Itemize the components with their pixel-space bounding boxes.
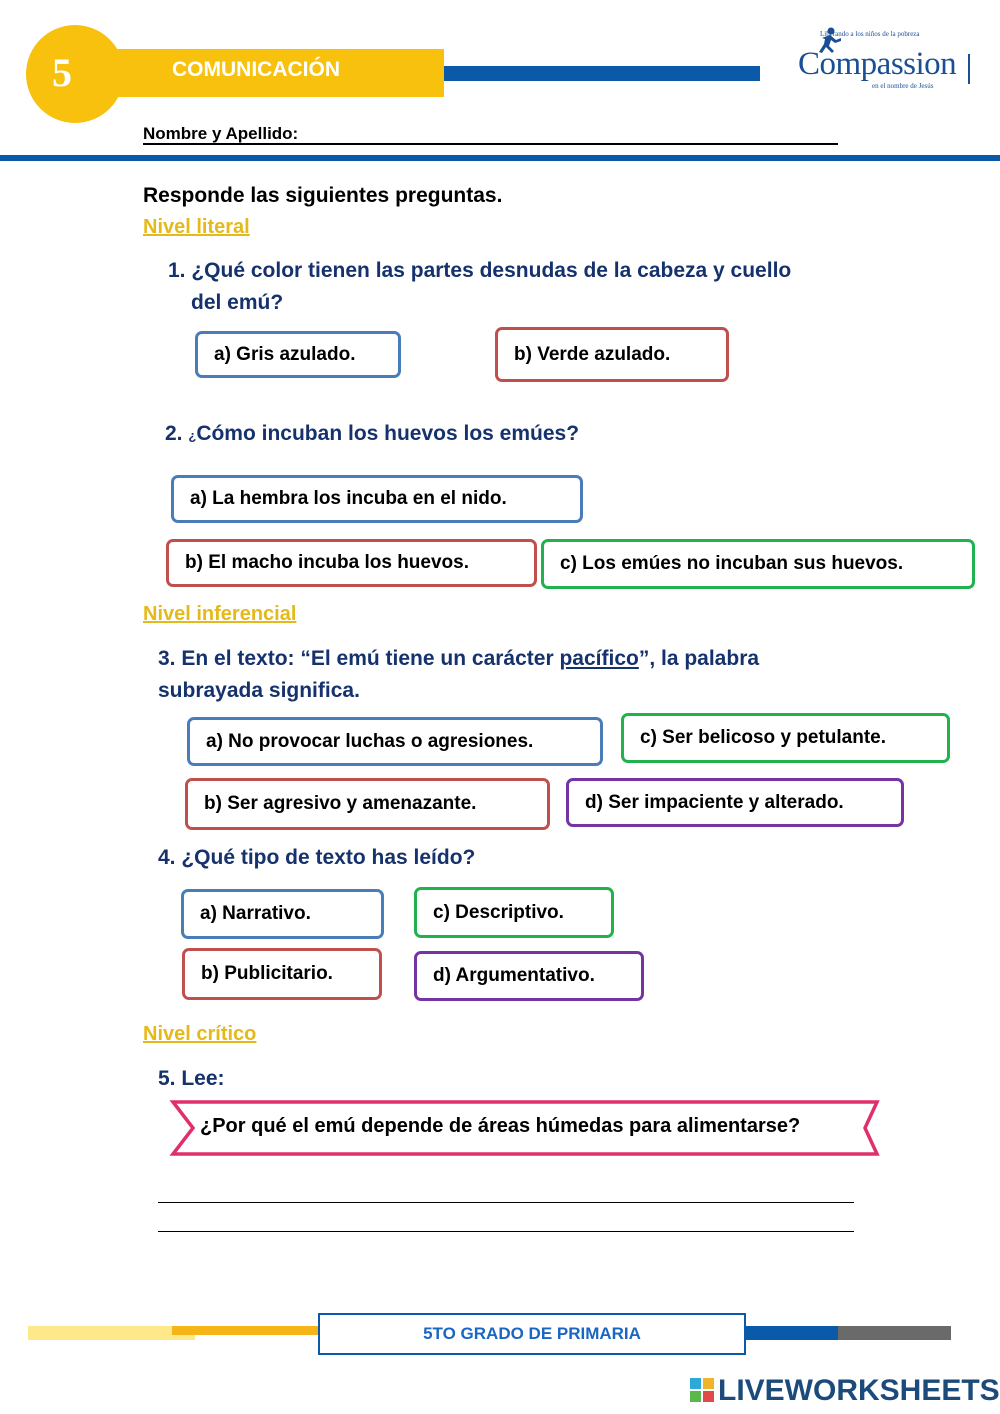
level-critico: Nivel crítico — [143, 1023, 257, 1045]
q3-option-c[interactable]: c) Ser belicoso y petulante. — [621, 713, 950, 763]
grade-number: 5 — [52, 50, 72, 95]
q3-option-b[interactable]: b) Ser agresivo y amenazante. — [185, 778, 550, 830]
q4-option-b[interactable]: b) Publicitario. — [182, 948, 382, 1000]
answer-line-1[interactable] — [158, 1202, 854, 1203]
q1-option-a[interactable]: a) Gris azulado. — [195, 331, 401, 378]
subject-band — [110, 49, 444, 97]
instructions: Responde las siguientes preguntas. — [143, 184, 503, 207]
footer-band-yellow — [172, 1326, 320, 1335]
question-3-text-before: 3. En el texto: “El emú tiene un carácter — [158, 647, 560, 670]
q2-option-a[interactable]: a) La hembra los incuba en el nido. — [171, 475, 583, 523]
question-5: 5. Lee: — [158, 1067, 225, 1090]
q2-option-c[interactable]: c) Los emúes no incuban sus huevos. — [541, 539, 975, 589]
liveworksheets-icon — [690, 1378, 714, 1402]
logo-tagline-bottom: en el nombre de Jesús — [872, 82, 934, 90]
q3-option-a[interactable]: a) No provocar luchas o agresiones. — [187, 717, 603, 766]
question-2-mark: ¿ — [188, 428, 197, 443]
question-3 — [158, 643, 858, 675]
logo-divider — [968, 54, 970, 84]
question-1-number: 1. — [168, 259, 186, 282]
question-2-number: 2. — [165, 422, 183, 445]
subject-title: COMUNICACIÓN — [172, 58, 340, 81]
header-divider — [0, 155, 1000, 161]
footer-grade-label: 5TO GRADO DE PRIMARIA — [318, 1313, 746, 1355]
name-label: Nombre y Apellido: — [143, 124, 299, 143]
q4-option-a[interactable]: a) Narrativo. — [181, 889, 384, 939]
q1-option-b[interactable]: b) Verde azulado. — [495, 327, 729, 382]
q3-option-d[interactable]: d) Ser impaciente y alterado. — [566, 778, 904, 827]
question-2-text: Cómo incuban los huevos los emúes? — [196, 422, 580, 445]
footer-band-gray — [838, 1326, 951, 1340]
question-4: 4. ¿Qué tipo de texto has leído? — [158, 846, 476, 869]
question-3-text-after: ”, la palabra — [638, 647, 760, 670]
level-literal: Nivel literal — [143, 216, 250, 238]
header-blue-band — [444, 66, 760, 81]
footer-band-blue — [745, 1326, 840, 1340]
question-2 — [165, 418, 579, 452]
logo-tagline-top: Liberando a los niños de la pobreza — [820, 30, 920, 38]
logo-wordmark: Compassion — [798, 46, 957, 82]
q2-option-b[interactable]: b) El macho incuba los huevos. — [166, 539, 537, 587]
question-banner-text: ¿Por qué el emú depende de áreas húmedas para alimentarse? — [200, 1115, 801, 1137]
liveworksheets-brand: LIVEWORKSHEETS — [718, 1374, 1000, 1407]
footer-band-light-yellow — [28, 1326, 195, 1340]
answer-line-2[interactable] — [158, 1231, 854, 1232]
question-1-text-line2: del emú? — [191, 291, 284, 314]
level-inferencial: Nivel inferencial — [143, 603, 297, 625]
compassion-logo — [792, 24, 982, 94]
question-3-text-line2: subrayada significa. — [158, 679, 360, 702]
grade-badge — [26, 25, 124, 123]
question-3-underlined-word: pacífico — [559, 647, 639, 670]
q4-option-c[interactable]: c) Descriptivo. — [414, 887, 614, 938]
q4-option-d[interactable]: d) Argumentativo. — [414, 951, 644, 1001]
question-1 — [168, 255, 791, 287]
name-input-line[interactable] — [143, 143, 838, 145]
question-1-text: ¿Qué color tienen las partes desnudas de la cabeza y cuello — [191, 259, 792, 282]
